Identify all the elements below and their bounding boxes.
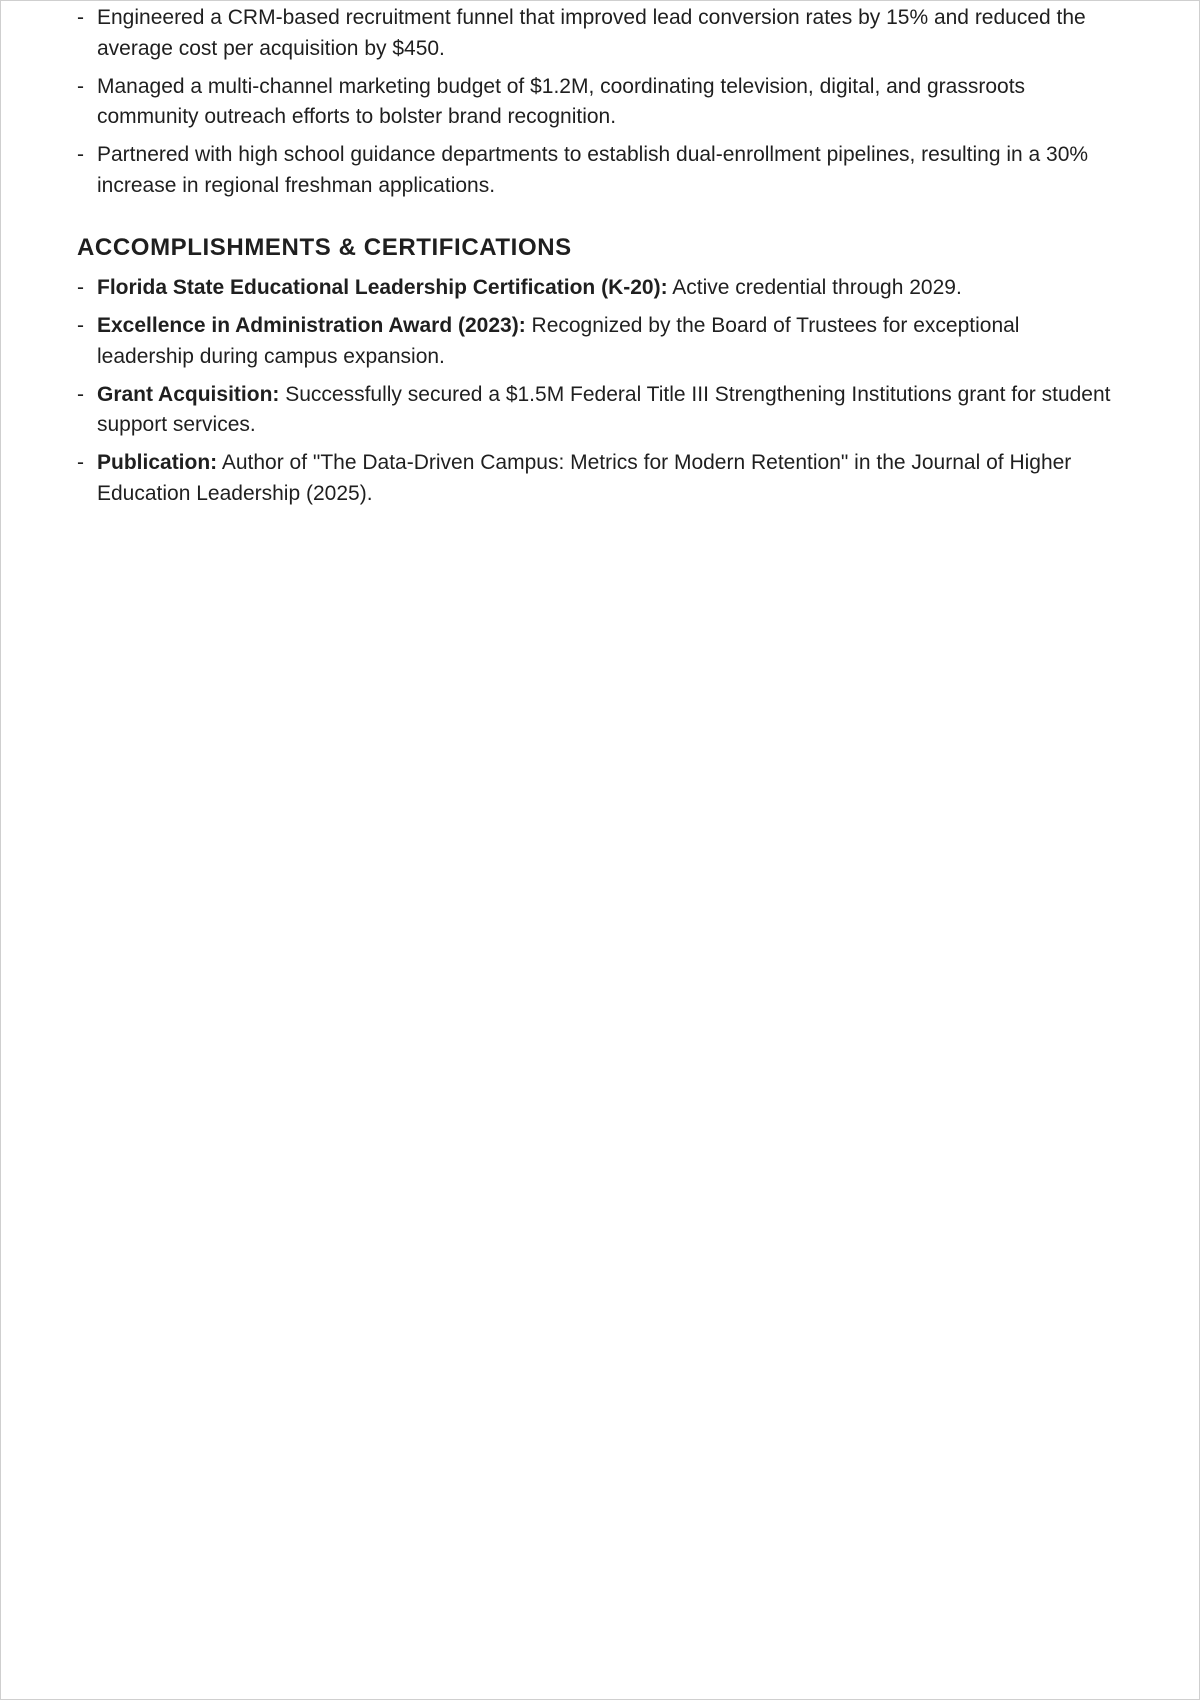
accomplishment-item xyxy=(77,380,1117,441)
experience-bullet xyxy=(77,72,1117,133)
bullet-dash: - xyxy=(77,143,84,166)
bullet-dash: - xyxy=(77,276,84,299)
experience-bullet xyxy=(77,140,1117,201)
bullet-text: Managed a multi-channel marketing budget of $1.2M, coordinating television, digital, and grassroots community outreach efforts to bolster brand recognition. xyxy=(97,74,1026,128)
accomplishment-title: Grant Acquisition: xyxy=(97,382,280,406)
resume-content xyxy=(77,3,1117,517)
section-heading-accomplishments: ACCOMPLISHMENTS & CERTIFICATIONS xyxy=(77,234,572,261)
accomplishment-item xyxy=(77,311,1117,372)
accomplishment-title: Excellence in Administration Award (2023): xyxy=(97,314,526,337)
accomplishment-title: Florida State Educational Leadership Certification (K-20): xyxy=(97,276,668,299)
accomplishment-description: Author of "The Data-Driven Campus: Metrics for Modern Retention" in the Journal of Higher Education Leadership (2025). xyxy=(97,451,1072,505)
accomplishment-description: Successfully secured a $1.5M Federal Title III Strengthening Institutions grant for student support services. xyxy=(97,382,1111,436)
bullet-dash: - xyxy=(77,74,84,98)
accomplishment-title: Publication: xyxy=(97,451,218,474)
bullet-text: Engineered a CRM-based recruitment funnel that improved lead conversion rates by 15% and reduced the average cost per acquisition by $450. xyxy=(97,6,1086,60)
accomplishment-item xyxy=(77,273,1117,304)
bullet-text: Partnered with high school guidance departments to establish dual-enrollment pipelines, resulting in a 30% increase in regional freshman applications. xyxy=(97,143,1089,197)
bullet-dash: - xyxy=(77,382,84,406)
accomplishment-description: Active credential through 2029. xyxy=(667,276,962,299)
experience-bullet-list xyxy=(77,3,1117,201)
accomplishment-description: Recognized by the Board of Trustees for exceptional leadership during campus expansion. xyxy=(97,314,1020,368)
bullet-dash: - xyxy=(77,6,84,29)
accomplishment-item xyxy=(77,448,1117,509)
accomplishments-list xyxy=(77,273,1117,509)
experience-bullet xyxy=(77,3,1117,64)
bullet-dash: - xyxy=(77,314,84,337)
bullet-dash: - xyxy=(77,451,84,474)
